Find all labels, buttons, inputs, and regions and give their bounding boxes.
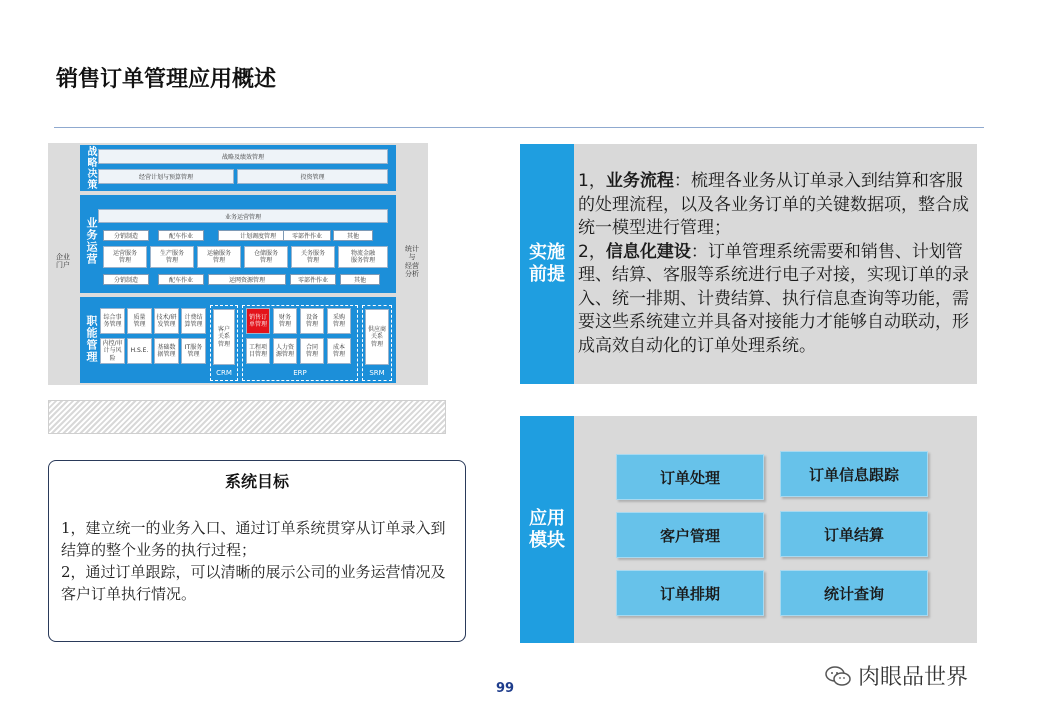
ops-item: 运网资源管理 (208, 274, 286, 285)
diagram-shadow-bar (48, 400, 446, 434)
module-statistics-query: 统计查询 (780, 570, 928, 616)
crm-label: CRM (216, 369, 232, 377)
erp-cell: 采购 管理 (327, 308, 351, 334)
page-title: 销售订单管理应用概述 (56, 67, 277, 92)
impl-p2-bold: 信息化建设 (605, 241, 691, 262)
system-goals-box (48, 460, 466, 642)
page-number: 99 (496, 681, 515, 696)
statistics-analysis-label: 统计 与 经营 分析 (405, 245, 419, 279)
strategy-top-bar: 战略及绩效管理 (98, 149, 388, 164)
module-customer-management: 客户管理 (616, 512, 764, 558)
ops-item: 其他 (333, 230, 373, 241)
ops-service: 物流金融 服务管理 (338, 246, 388, 268)
ops-item: 配车作业 (158, 274, 204, 285)
implementation-tab: 实施 前提 (520, 144, 574, 384)
functions-label: 职能管理 (85, 315, 98, 363)
func-cell: 内控/审 计与风险 (100, 338, 125, 364)
impl-p1-prefix: 1， (578, 171, 606, 191)
implementation-text (578, 170, 974, 358)
ops-item: 零部件作业 (283, 230, 331, 241)
ops-item: 分销制造 (103, 230, 149, 241)
architecture-diagram (48, 143, 428, 385)
watermark-text: 肉眼品世界 (858, 665, 969, 690)
module-order-tracking: 订单信息跟踪 (780, 451, 928, 497)
module-order-settlement: 订单结算 (780, 511, 928, 557)
erp-cell: 合同 管理 (300, 338, 324, 364)
goal-item: 1，建立统一的业务入口、通过订单系统贯穿从订单录入到结算的整个业务的执行过程； (61, 519, 446, 559)
func-cell: 技术/研 发管理 (154, 308, 179, 334)
impl-p1-bold: 业务流程 (605, 171, 674, 191)
erp-cell: 工程项 目管理 (246, 338, 270, 364)
goal-item: 2，通过订单跟踪，可以清晰的展示公司的业务运营情况及客户订单执行情况。 (61, 563, 446, 603)
ops-service: 仓储服务 管理 (244, 246, 288, 268)
ops-service: 关务服务 管理 (291, 246, 335, 268)
watermark (824, 660, 968, 691)
modules-panel (520, 416, 977, 643)
module-order-processing: 订单处理 (616, 454, 764, 500)
impl-p2-text: ：订单管理系统需要和销售、计划管理、结算、客服等系统进行电子对接，实现订单的录入、统一排期、计费结算、执行信息查询等功能，需要这些系统建立并具备对接能力才能够自动联动，形成高效自动化的订单处理系统。 (578, 241, 969, 356)
operations-top-bar: 业务运营管理 (98, 209, 388, 223)
title-divider (54, 127, 984, 128)
erp-cell: 成本 管理 (327, 338, 351, 364)
srm-cell: 供应商 关系 管理 (365, 309, 389, 365)
impl-p1-text: ：梳理各业务从订单录入到结算和客服的处理流程，以及各业务订单的关键数据项，整合成统一模型进行管理； (578, 171, 969, 238)
crm-cell: 客户 关系 管理 (213, 309, 235, 365)
operations-label: 业务运营 (85, 217, 98, 265)
ops-item: 配车作业 (158, 230, 204, 241)
ops-service: 生产服务 管理 (150, 246, 194, 268)
func-cell: H.S.E. (127, 338, 152, 364)
enterprise-portal-label: 企业 门户 (56, 253, 70, 270)
strategy-label: 战略决策 (85, 146, 96, 190)
sales-order-cell: 销售订 单管理 (246, 308, 270, 334)
func-cell: 质量 管理 (127, 308, 152, 334)
ops-item: 零部件作业 (290, 274, 336, 285)
modules-tab: 应用 模块 (520, 416, 574, 643)
ops-service: 运输服务 管理 (197, 246, 241, 268)
erp-cell: 财务 管理 (273, 308, 297, 334)
ops-item: 计划调度管理 (218, 230, 298, 241)
ops-item: 分销制造 (103, 274, 149, 285)
func-cell: IT服务 管理 (181, 338, 206, 364)
func-cell: 计费结 算管理 (181, 308, 206, 334)
strategy-item: 经营计划与预算管理 (98, 169, 234, 184)
ops-service: 运营服务 管理 (103, 246, 147, 268)
erp-cell: 人力资 源管理 (273, 338, 297, 364)
wechat-icon (824, 665, 852, 687)
ops-item: 其他 (340, 274, 380, 285)
impl-p2-prefix: 2， (578, 241, 606, 262)
erp-cell: 设备 管理 (300, 308, 324, 334)
module-order-scheduling: 订单排期 (616, 570, 764, 616)
func-cell: 基础数 据管理 (154, 338, 179, 364)
srm-label: SRM (369, 369, 385, 377)
func-cell: 综合事 务管理 (100, 308, 125, 334)
strategy-item: 投资管理 (237, 169, 388, 184)
goals-title: 系统目标 (224, 472, 289, 491)
implementation-panel (520, 144, 977, 384)
erp-label: ERP (293, 369, 307, 377)
